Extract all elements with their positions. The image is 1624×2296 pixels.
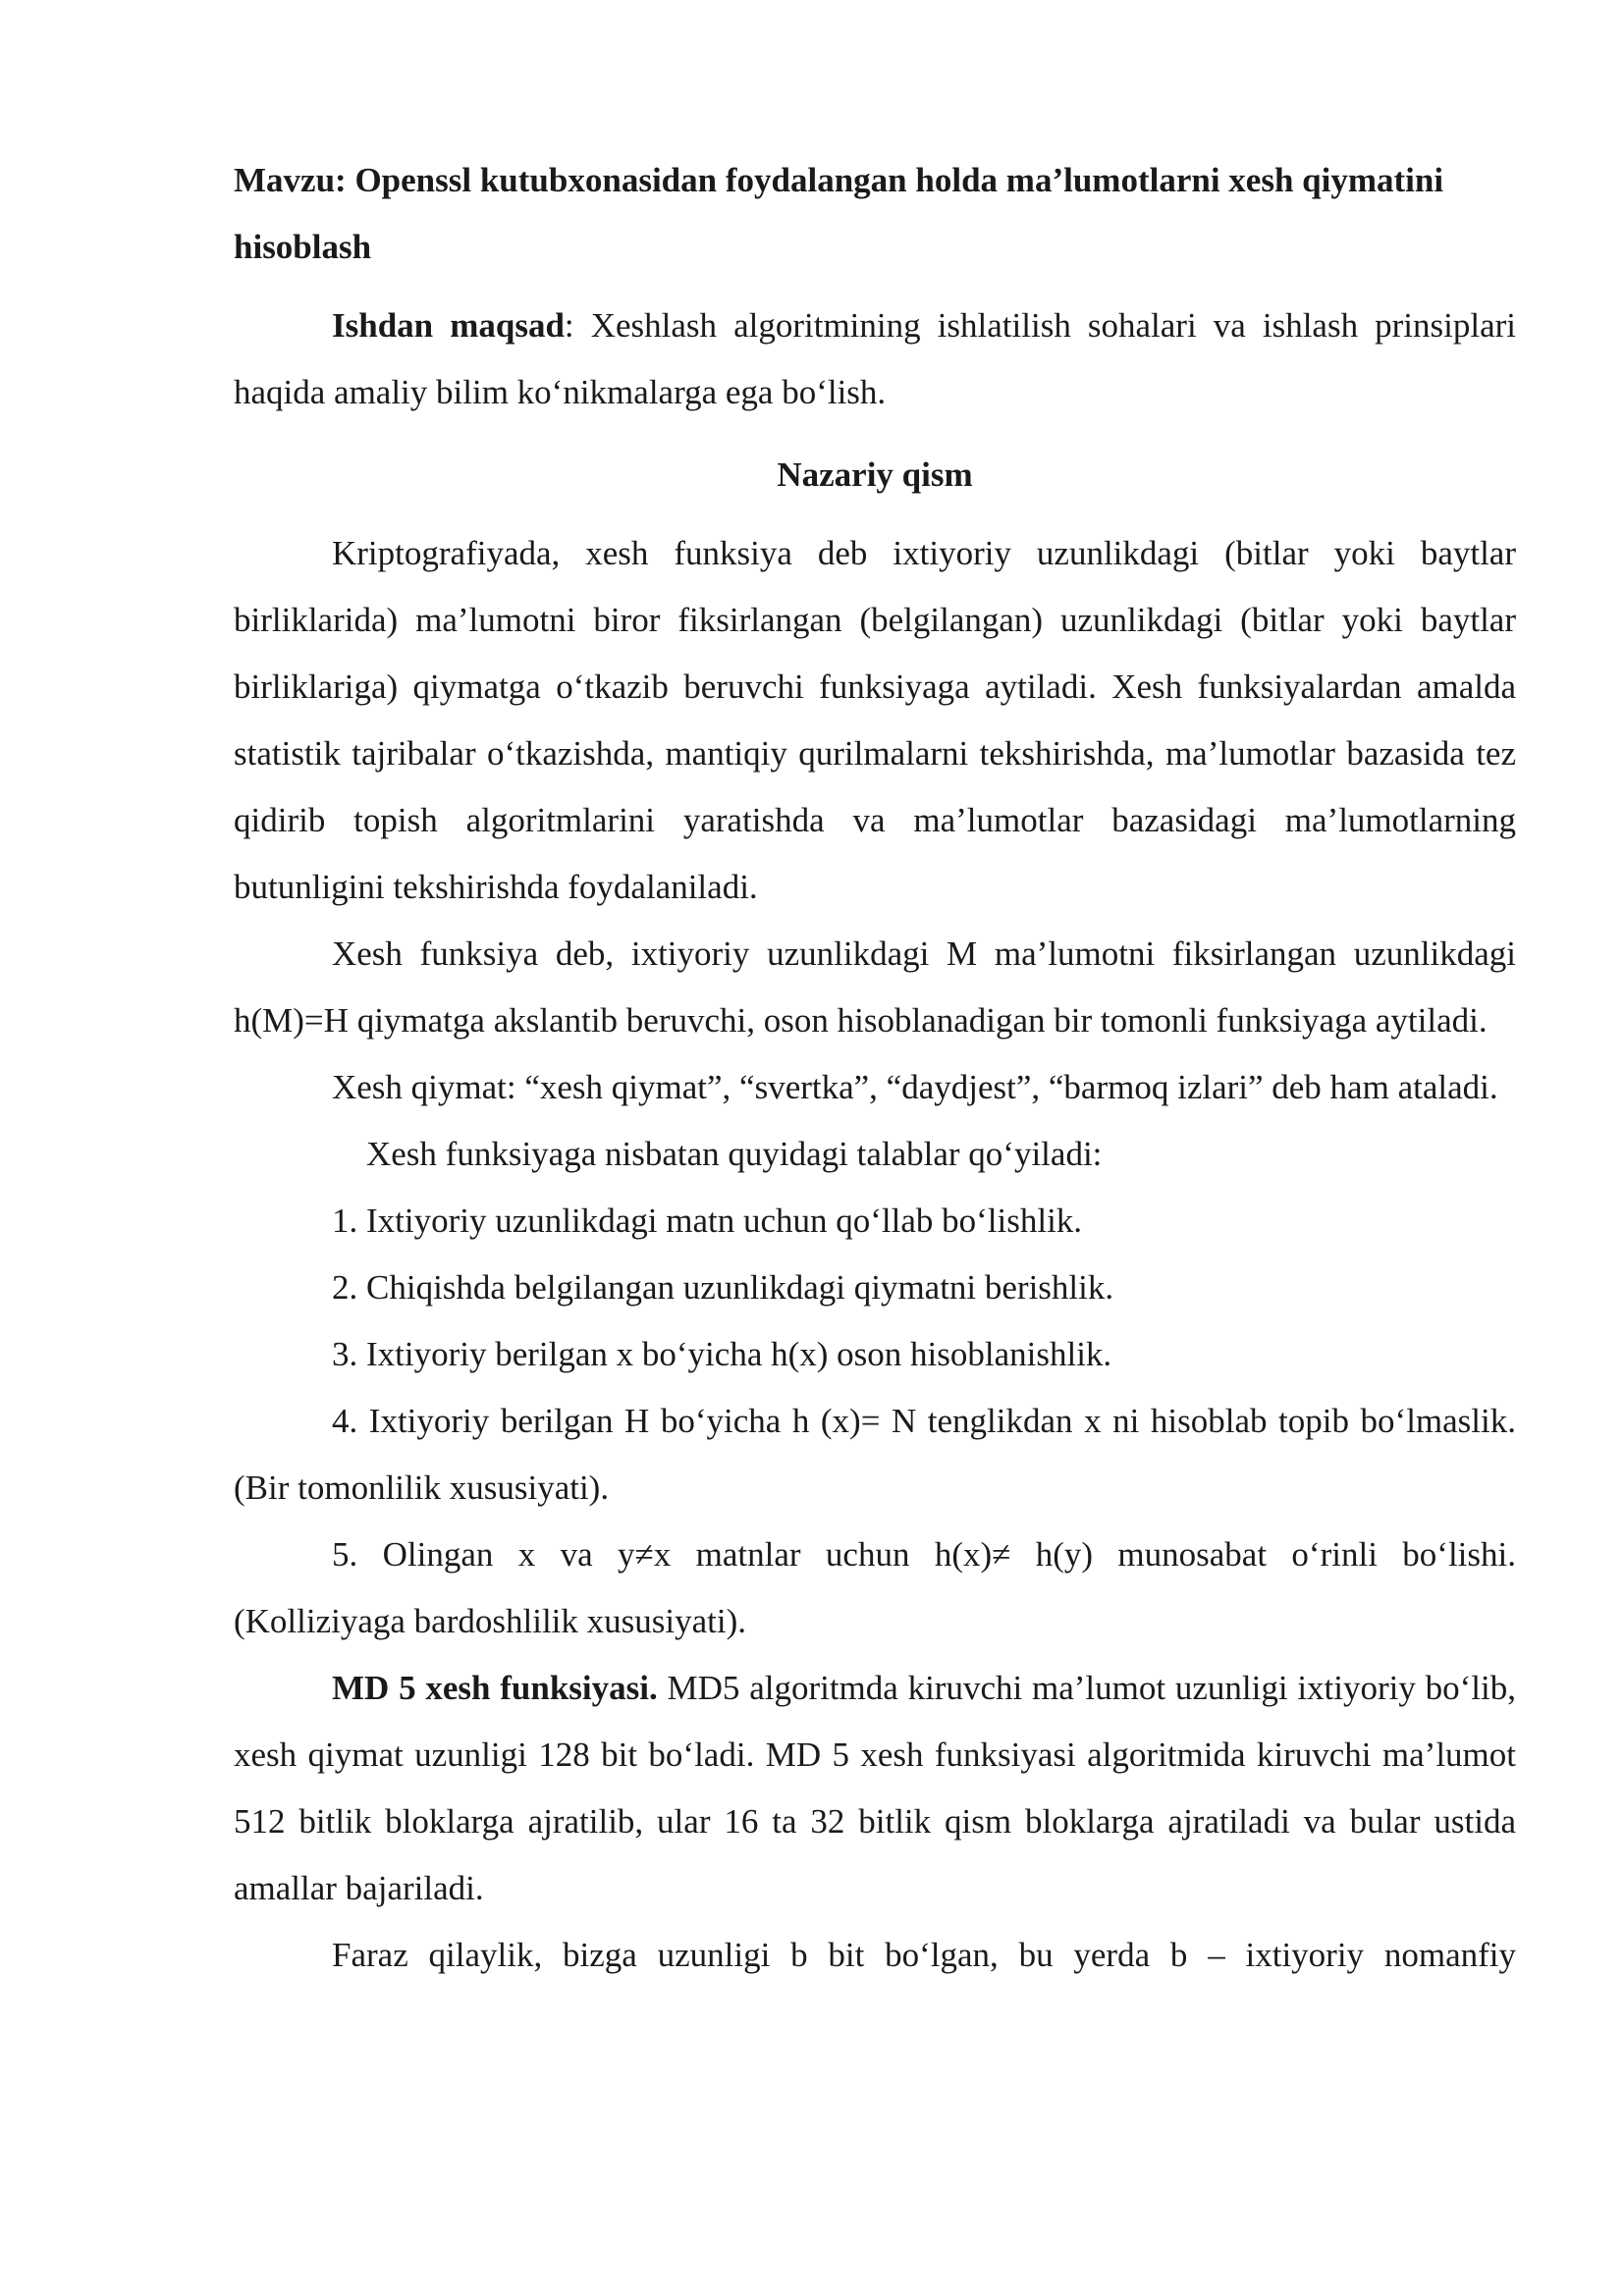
requirement-item-5: 5. Olingan x va y≠x matnlar uchun h(x)≠ h(y) munosabat o‘rinli bo‘lishi. (Kolliziyaga bardoshlilik xususiyati). <box>234 1535 1516 1640</box>
section-heading: Nazariy qism <box>777 455 973 494</box>
requirement-item-4: 4. Ixtiyoriy berilgan H bo‘yicha h (x)= N tenglikdan x ni hisoblab topib bo‘lmaslik. (Bir tomonlilik xususiyati). <box>234 1402 1516 1507</box>
goal-paragraph <box>234 293 1516 426</box>
requirement-item-3: 3. Ixtiyoriy berilgan x bo‘yicha h(x) oson hisoblanishlik. <box>332 1335 1112 1373</box>
requirements-intro: Xesh funksiyaga nisbatan quyidagi talablar qo‘yiladi: <box>366 1135 1103 1173</box>
document-title: Mavzu: Openssl kutubxonasidan foydalangan holda ma’lumotlarni xesh qiymatini hisoblash <box>234 161 1444 266</box>
goal-text: : Xeshlash algoritmining ishlatilish sohalari va ishlash prinsiplari haqida amaliy bilim ko‘nikmalarga ega bo‘lish. <box>234 306 1517 411</box>
md5-paragraph <box>234 1655 1516 1922</box>
paragraph-hash-value: Xesh qiymat: “xesh qiymat”, “svertka”, “daydjest”, “barmoq izlari” deb ham ataladi. <box>332 1068 1498 1106</box>
requirement-item-2: 2. Chiqishda belgilangan uzunlikdagi qiymatni berishlik. <box>332 1268 1114 1307</box>
last-paragraph: Faraz qilaylik, bizga uzunligi b bit bo‘lgan, bu yerda b – ixtiyoriy nomanfiy <box>332 1936 1516 1974</box>
goal-label: Ishdan maqsad <box>332 306 565 345</box>
paragraph-definition: Kriptografiyada, xesh funksiya deb ixtiyoriy uzunlikdagi (bitlar yoki baytlar birliklarida) ma’lumotni biror fiksirlangan (belgilangan) uzunlikdagi (bitlar yoki baytlar birliklariga) qiymatga o‘tkazib beruvchi funksiyaga aytiladi. Xesh funksiyalardan amalda statistik tajribalar o‘tkazishda, mantiqiy qurilmalarni tekshirishda, ma’lumotlar bazasida tez qidirib topish algoritmlarini yaratishda va ma’lumotlar bazasidagi ma’lumotlarning butunligini tekshirishda foydalaniladi. <box>234 534 1516 906</box>
requirement-item-1: 1. Ixtiyoriy uzunlikdagi matn uchun qo‘llab bo‘lishlik. <box>332 1201 1083 1240</box>
paragraph-hash-function: Xesh funksiya deb, ixtiyoriy uzunlikdagi M ma’lumotni fiksirlangan uzunlikdagi h(M)=H qiymatga akslantib beruvchi, oson hisoblanadigan bir tomonli funksiyaga aytiladi. <box>234 934 1516 1040</box>
md5-text: MD5 algoritmda kiruvchi ma’lumot uzunligi ixtiyoriy bo‘lib, xesh qiymat uzunligi 128 bit bo‘ladi. MD 5 xesh funksiyasi algoritmida kiruvchi ma’lumot 512 bitlik bloklarga ajratilib, ular 16 ta 32 bitlik qism bloklarga ajratiladi va bular ustida amallar bajariladi. <box>234 1669 1517 1907</box>
md5-label: MD 5 xesh funksiyasi. <box>332 1669 658 1707</box>
document-body <box>234 147 1516 1989</box>
